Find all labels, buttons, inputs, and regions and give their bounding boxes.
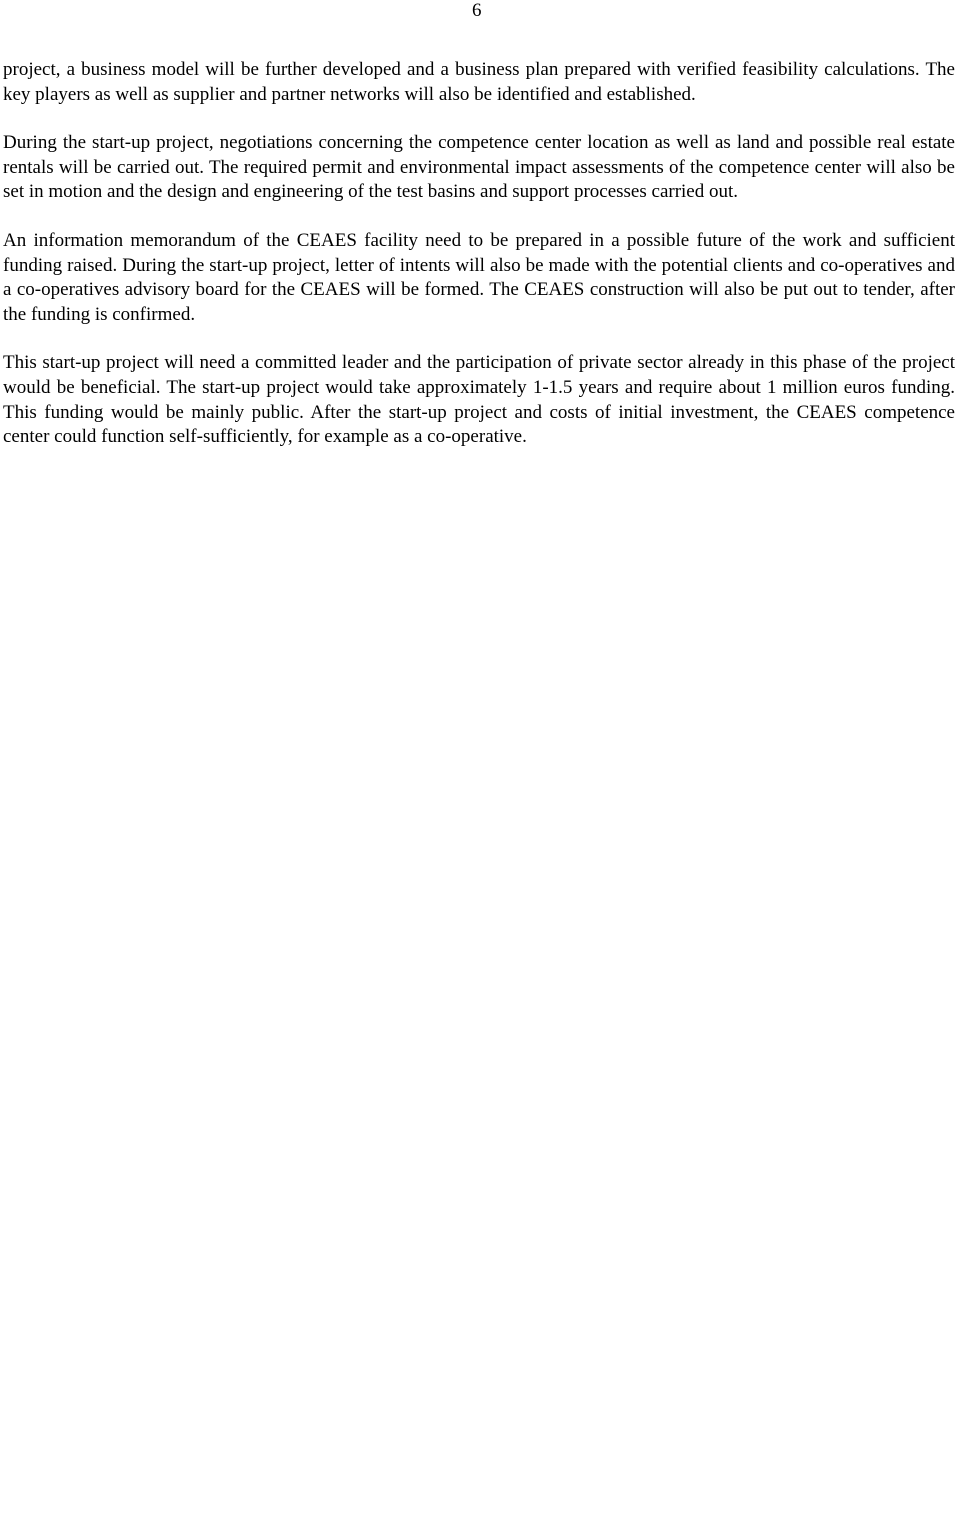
paragraph-negotiations: During the start-up project, negotiations concerning the competence center location as well as land and possible real estate rentals will be carried out. The required permit and environmental impact assessments of the competence center will also be set in motion and the design and engineering of the test basins and support processes carried out.: [3, 132, 955, 203]
page-number: 6: [472, 0, 482, 21]
paragraph-start-up-leader: This start-up project will need a committed leader and the participation of private sector already in this phase of the project would be beneficial. The start-up project would take approximately 1-1.5 years and require about 1 million euros funding. This funding would be mainly public. After the start-up project and costs of initial investment, the CEAES competence center could function self-sufficiently, for example as a co-operative.: [3, 352, 955, 448]
paragraph-business-model: project, a business model will be further developed and a business plan prepared with verified feasibility calculations. The key players as well as supplier and partner networks will also be identified and established.: [3, 59, 955, 105]
paragraph-information-memorandum: An information memorandum of the CEAES facility need to be prepared in a possible future of the work and sufficient funding raised. During the start-up project, letter of intents will also be made with the potential clients and co-operatives and a co-operatives advisory board for the CEAES will be formed. The CEAES construction will also be put out to tender, after the funding is confirmed.: [3, 229, 955, 325]
body-text: [3, 58, 955, 474]
